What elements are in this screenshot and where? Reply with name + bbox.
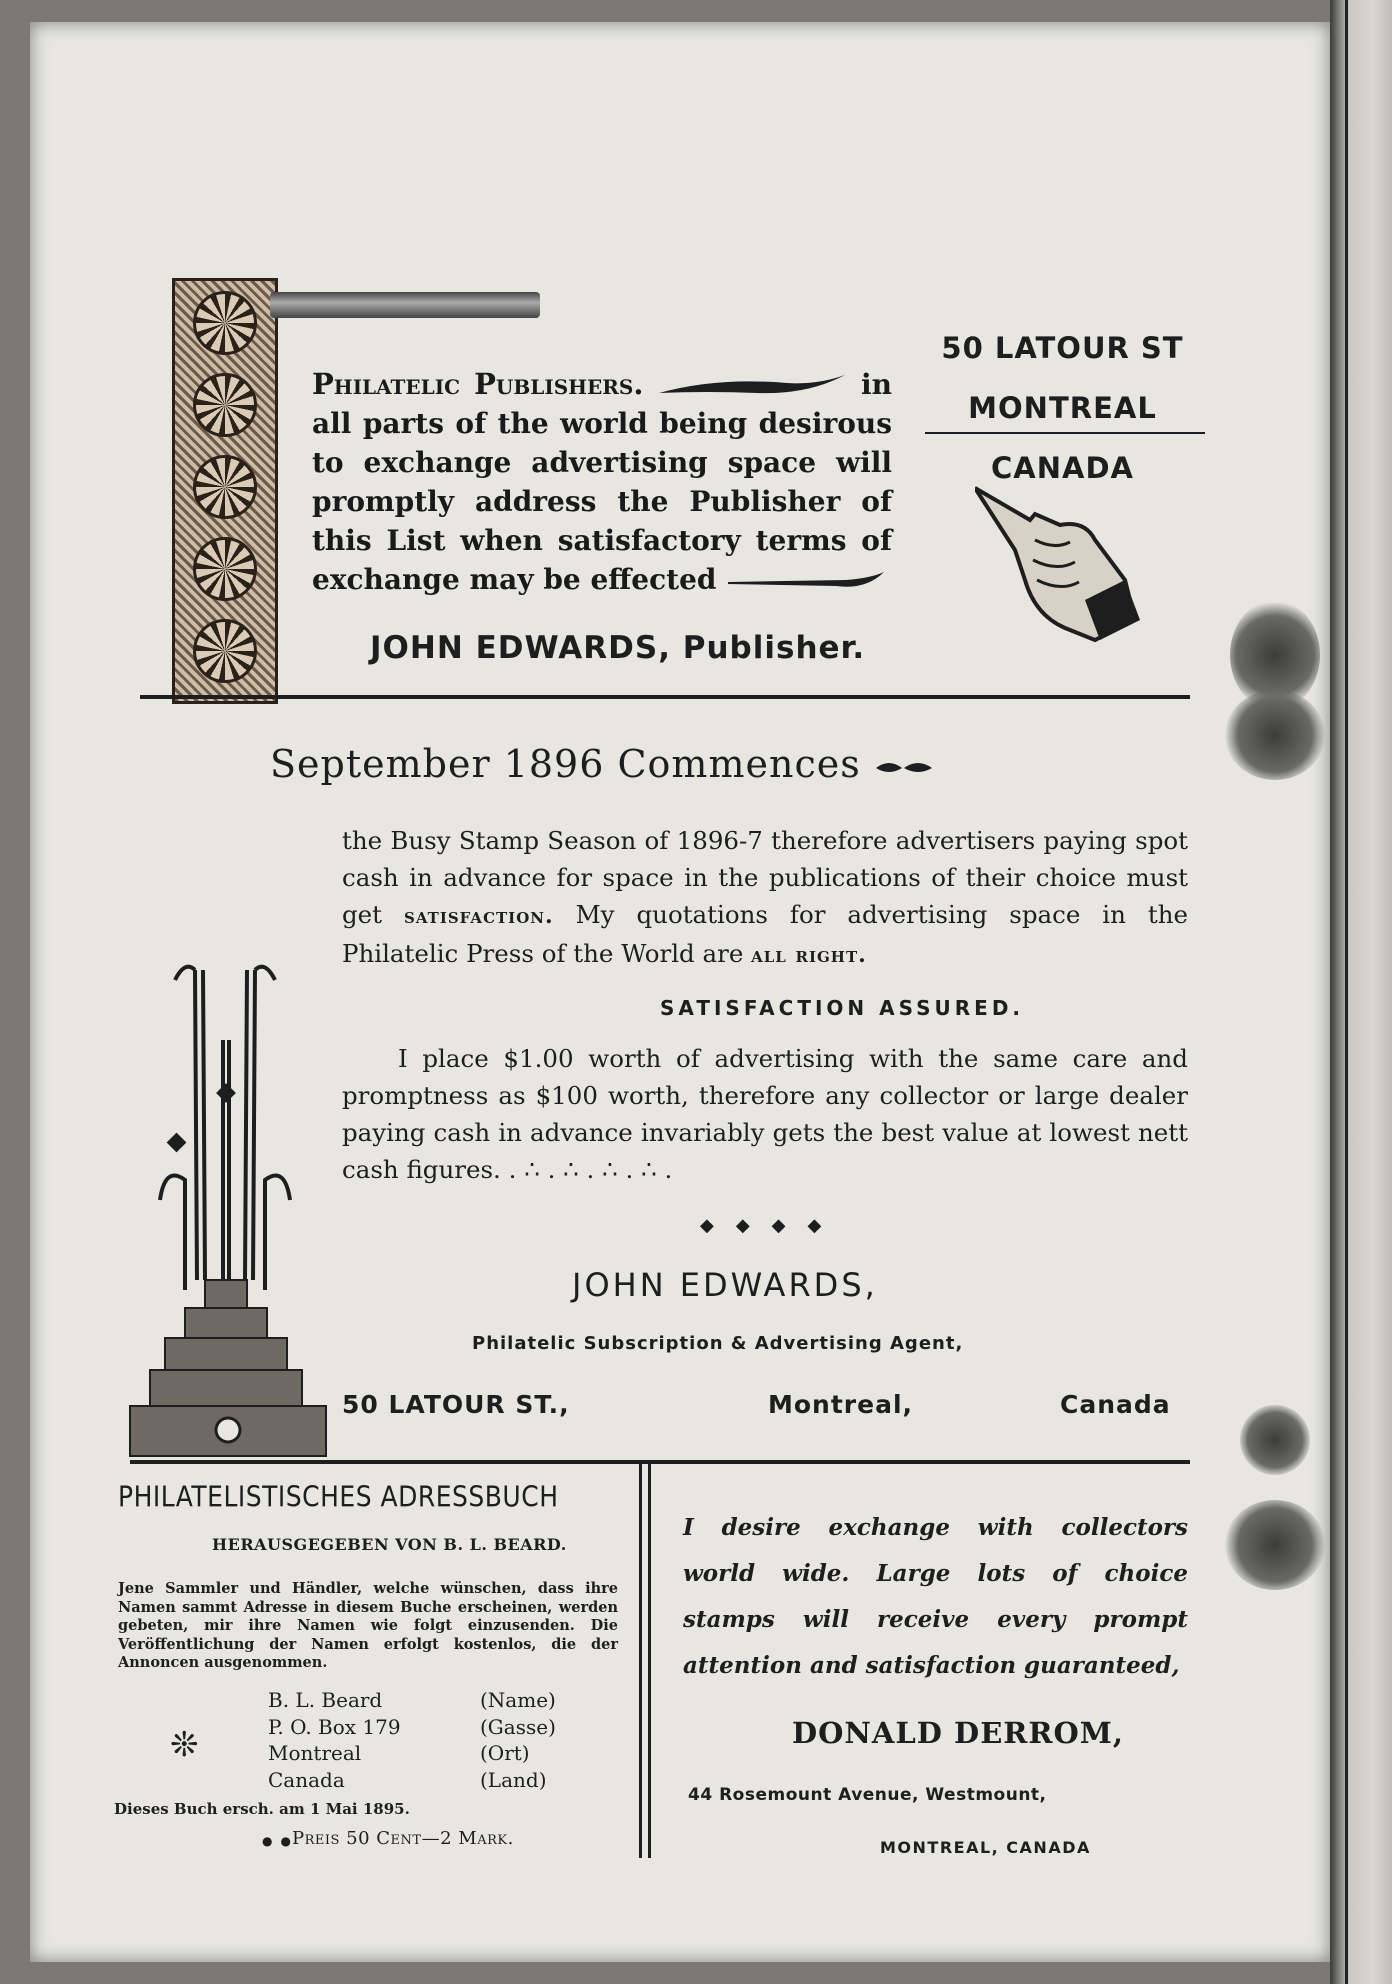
scroll-ornament <box>270 292 540 318</box>
stain-3 <box>1240 1405 1310 1475</box>
rosette-icon <box>193 291 257 355</box>
adressbuch-published: Dieses Buch ersch. am 1 Mai 1895. <box>114 1800 410 1818</box>
adressbuch-editor: HERAUSGEGEBEN VON B. L. BEARD. <box>212 1535 567 1554</box>
quill-flourish-icon <box>657 373 847 401</box>
address-row: Canada (Land) <box>268 1767 547 1792</box>
september-heading <box>270 742 934 786</box>
pricing-text: I place $1.00 worth of advertising with the same care and promptness as $100 worth, therefore any collector or large dealer paying cash in advance invariably gets the best value at lowest nett cash figures. <box>342 1044 1188 1184</box>
address-row: B. L. Beard (Name) <box>268 1688 556 1712</box>
address-rule <box>925 432 1205 434</box>
pointing-hand-icon <box>975 480 1145 645</box>
top-divider <box>140 695 1190 699</box>
derrom-street: 44 Rosemount Avenue, Westmount, <box>688 1785 1047 1805</box>
derrom-text: I desire exchange with collectors world wide. Large lots of choice stamps will receive every prompt attention and satisfaction guaranteed, <box>683 1514 1188 1679</box>
address-country: CANADA <box>991 451 1134 485</box>
season-paragraph <box>342 822 1188 974</box>
publisher-signature: JOHN EDWARDS, Publisher. <box>370 630 866 666</box>
all-right-word: all right. <box>751 942 867 968</box>
address-city: MONTREAL <box>968 391 1157 425</box>
adressbuch-price: Preis 50 Cent—2 Mark. <box>292 1828 514 1849</box>
bottom-divider <box>130 1460 1190 1464</box>
address-row: Montreal (Ort) <box>268 1741 530 1765</box>
season-text-a: the Busy Stamp Season of 1896-7 therefore advertisers paying spot cash in advance for space in the publications of their choice must get <box>342 826 1188 929</box>
derrom-name: DONALD DERROM, <box>792 1716 1124 1750</box>
publishers-lead: Philatelic Publishers. <box>312 367 644 401</box>
column-divider-1 <box>639 1462 642 1858</box>
quill-flourish-icon <box>726 570 886 594</box>
stain-2 <box>1225 690 1325 780</box>
leaf-flourish-icon <box>874 758 934 778</box>
ornamental-initial <box>172 278 278 704</box>
address-row: P. O. Box 179 (Gasse) <box>268 1714 556 1739</box>
september-heading-text: September 1896 Commences <box>270 742 861 786</box>
derrom-city: MONTREAL, CANADA <box>880 1838 1091 1857</box>
agent-street: 50 LATOUR ST., <box>342 1390 570 1419</box>
agent-city: Montreal, <box>768 1390 914 1419</box>
agent-title: Philatelic Subscription & Advertising Agent, <box>472 1333 964 1354</box>
rosette-icon <box>193 455 257 519</box>
adressbuch-body: Jene Sammler und Händler, welche wünschen, dass ihre Namen sammt Adresse in diesem Buche erscheinen, werden gebeten, mir ihre Namen wie folgt einzusenden. Die Veröffentlichung der Namen erfolgt kostenlos, die der Annoncen ausgenommen. <box>118 1580 618 1671</box>
season-text-b: My quotations for advertising space in the Philatelic Press of the World are <box>342 900 1188 968</box>
next-page-edge <box>1330 0 1392 1984</box>
adressbuch-address-table <box>268 1687 556 1793</box>
price-dots: ●● <box>262 1834 299 1848</box>
page-gutter-line <box>1345 0 1348 1984</box>
top-address <box>925 318 1200 498</box>
diamond-separator: ◆◆◆◆ <box>700 1215 844 1236</box>
pricing-paragraph <box>342 1040 1188 1188</box>
publishers-notice <box>312 365 892 599</box>
stain-4 <box>1225 1500 1325 1590</box>
rosette-icon <box>193 537 257 601</box>
rosette-icon <box>193 619 257 683</box>
fountain-illustration <box>125 960 340 1465</box>
column-divider-2 <box>648 1462 651 1858</box>
address-street: 50 LATOUR ST <box>941 331 1184 365</box>
agent-country: Canada <box>1060 1390 1171 1419</box>
rosette-icon <box>193 373 257 437</box>
asterisk-ornament-icon: ❊ <box>170 1725 199 1765</box>
agent-name: JOHN EDWARDS, <box>572 1266 878 1304</box>
publishers-body: in all parts of the world being desirous to exchange advertising space will promptly address the Publisher of this List when satisfactory terms of exchange may be effected <box>312 368 893 596</box>
satisfaction-word: satisfaction. <box>404 903 554 929</box>
adressbuch-title: PHILATELISTISCHES ADRESSBUCH <box>118 1480 559 1514</box>
pricing-dots: . ∴ . ∴ . ∴ . ∴ . <box>508 1155 673 1184</box>
satisfaction-assured: SATISFACTION ASSURED. <box>660 996 1025 1020</box>
